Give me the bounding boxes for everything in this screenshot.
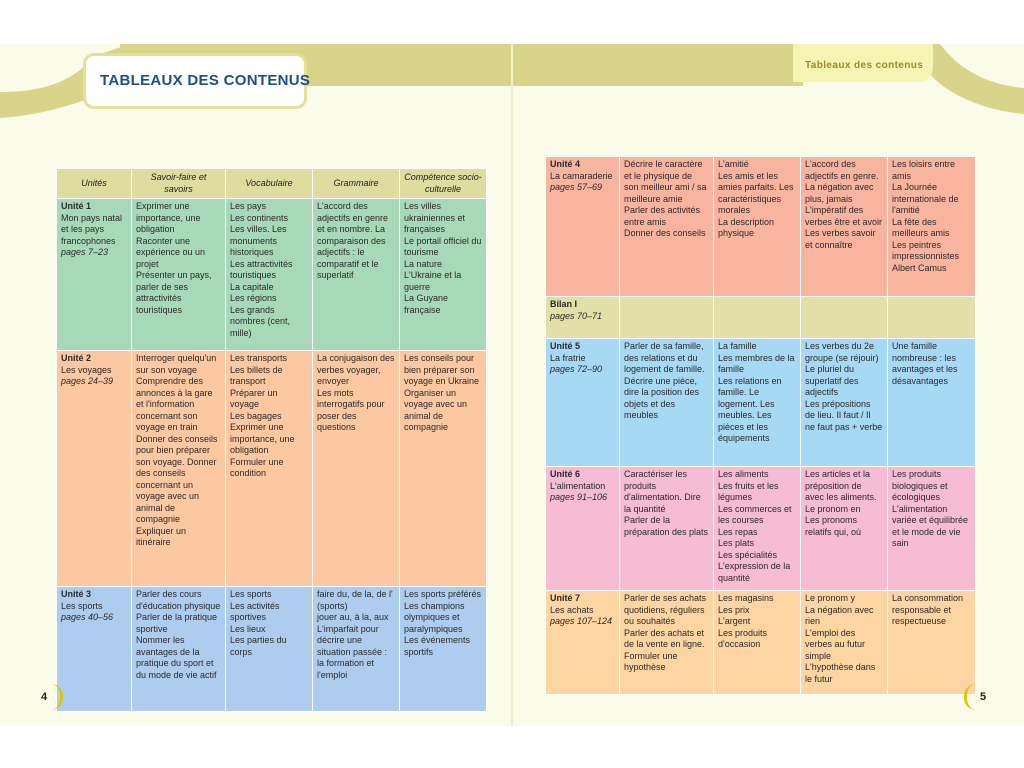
table-row [546,157,976,297]
vocabulaire-cell [714,467,801,591]
vocabulaire-cell [714,297,801,339]
unit-number: Bilan I [550,299,578,309]
unit-cell [546,591,620,695]
vocabulaire-item: Les aliments [718,469,769,479]
unit-cell [57,587,132,712]
grammaire-cell [801,591,888,695]
vocabulaire-cell [714,591,801,695]
unit-pages: pages 7–23 [61,247,109,258]
book-spread [0,44,1024,726]
savoir-faire-item: Exprimer une importance, une obligation [136,201,201,235]
competence-item: Les conseils pour bien préparer son voyage en Ukraine [404,353,480,387]
grammaire-item: L'imparfait pour décrire une situation passée : la formation et l'emploi [317,623,388,680]
grammaire-item: L'impératif des verbes être et avoir [805,205,883,227]
competence-cell [888,591,976,695]
header-grammaire: Grammaire [313,169,400,199]
vocabulaire-cell [714,157,801,297]
table-row [546,339,976,467]
savoir-faire-item: Décrire le caractère et le physique de son meilleur ami / sa meilleure amie [624,159,707,204]
unit-number: Unité 5 [550,341,581,351]
unit-number: Unité 3 [61,589,92,599]
savoir-faire-item: Donner des conseils [624,228,706,239]
vocabulaire-item: Les relations en famille. Le logement. Les meubles. Les pièces et les équipements [718,375,782,444]
vocabulaire-item: Les villes. Les monuments historiques [230,224,287,258]
grammaire-cell [313,351,400,587]
competence-item: Les sports préférés [404,589,482,599]
vocabulaire-item: La description physique [718,216,775,239]
savoir-faire-item: Interroger quelqu'un sur son voyage [136,353,217,375]
savoir-faire-item: Parler de sa famille, des relations et du logement de famille. Décrire une pièce, dire la position des objets et des meubles [624,341,705,421]
savoir-faire-item: Parler de la préparation des plats [624,515,709,537]
unit-number: Unité 6 [550,469,581,479]
competence-item: Le portail officiel du tourisme [404,235,482,258]
vocabulaire-item: Les produits d'occasion [718,627,768,650]
competence-item: La consommation responsable et respectueuse [892,593,964,627]
competence-item: Les villes ukrainiennes et françaises [404,201,466,235]
vocabulaire-item: Les prix [718,604,750,615]
competence-item: La Guyane française [404,293,449,315]
unit-number: Unité 4 [550,159,581,169]
competence-item: Les champions olympiques et paralympiques [404,600,465,634]
savoir-faire-item: Comprendre des annonces à la gare et l'information concernant son voyage en train [136,376,213,433]
table-row [546,467,976,591]
unit-number: Unité 7 [550,593,581,603]
grammaire-cell [801,297,888,339]
vocabulaire-item: Formuler une condition [230,456,284,479]
savoir-faire-item: Présenter un pays, parler de ses attractivités touristiques [136,270,212,315]
competence-item: Les événements sportifs [404,635,471,657]
competence-item: L'alimentation variée et équilibrée et le mode de vie sain [892,503,969,549]
grammaire-item: Le pronom y [805,593,856,603]
right-header-band [513,44,803,86]
vocabulaire-cell [226,199,313,351]
vocabulaire-item: La capitale [230,281,274,292]
grammaire-item: La conjugaison des verbes voyager, envoyer [317,353,395,387]
grammaire-cell [313,199,400,351]
vocabulaire-item: Les parties du corps [230,635,287,657]
competence-item: Albert Camus [892,262,947,273]
vocabulaire-item: Les amis et les amies parfaits. Les caractéristiques morales [718,170,794,216]
savoir-faire-item: Donner des conseils pour bien préparer son voyage. Donner des conseils concernant un voyage avec un animal de compagnie [136,433,218,525]
vocabulaire-cell [226,587,313,712]
vocabulaire-item: Les billets de transport [230,364,283,387]
grammaire-item: L'emploi des verbes au futur simple [805,627,866,661]
competence-item: L'Ukraine et la guerre [404,270,462,292]
savoir-faire-cell [132,351,226,587]
unit-title: L'alimentation [550,480,606,491]
competence-cell [400,199,487,351]
savoir-faire-cell [132,587,226,712]
competence-cell [888,339,976,467]
vocabulaire-item: Les plats [718,538,755,549]
unit-cell [57,199,132,351]
grammaire-item: La négation avec rien [805,604,874,627]
grammaire-item: L'accord des adjectifs en genre et en nombre. La comparaison des adjectifs : le comparatif et le superlatif [317,201,389,281]
unit-pages: pages 107–124 [550,616,613,627]
vocabulaire-item: Les activités sportives [230,600,280,623]
savoir-faire-item: Parler des cours d'éducation physique [136,589,221,611]
unit-title: Les voyages [61,364,112,375]
savoir-faire-item: Nommer les avantages de la pratique du sport et du mode de vie actif [136,635,217,680]
savoir-faire-item: Parler de ses achats quotidiens, réguliers ou souhaités [624,593,707,627]
grammaire-item: L'accord des adjectifs en genre. La négation avec plus, jamais [805,159,879,204]
savoir-faire-item: Parler des achats et de la vente en ligne. Formuler une hypothèse [624,627,705,673]
vocabulaire-item: La famille [718,341,757,351]
savoir-faire-cell [620,591,714,695]
unit-number: Unité 1 [61,201,92,211]
header-competence: Compétence socio-culturelle [400,169,487,199]
savoir-faire-item: Parler de la pratique sportive [136,612,218,634]
vocabulaire-item: Les continents [230,212,289,223]
vocabulaire-item: Les bagages [230,410,282,421]
unit-title: et les pays francophones [61,224,116,246]
savoir-faire-cell [620,157,714,297]
header-unites: Unités [57,169,132,199]
competence-cell [400,351,487,587]
vocabulaire-item: Les pays [230,201,267,211]
unit-pages: pages 57–69 [550,182,603,193]
competence-item: La nature [404,258,443,269]
savoir-faire-cell [620,297,714,339]
vocabulaire-item: L'argent [718,616,751,627]
page-number-left: 4 [28,684,63,710]
contents-table-right [545,156,976,695]
grammaire-item: Les pronoms relatifs qui, où [805,515,862,537]
running-header: Tableaux des contenus [805,60,924,71]
unit-number: Unité 2 [61,353,92,363]
competence-cell [400,587,487,712]
competence-item: Les loisirs entre amis [892,159,956,181]
grammaire-item: jouer au, à la, aux [317,612,389,623]
unit-cell [546,297,620,339]
savoir-faire-item: Raconter une expérience ou un projet [136,235,206,269]
grammaire-item: L'hypothèse dans le futur [805,662,876,684]
competence-cell [888,157,976,297]
grammaire-item: Le pluriel du superlatif des adjectifs [805,364,859,398]
vocabulaire-item: Les membres de la famille [718,352,795,375]
competence-item: La Journée internationale de l'amitié [892,182,959,216]
unit-title: Les achats [550,604,594,615]
unit-cell [546,467,620,591]
page-number-right: 5 [964,684,999,710]
savoir-faire-cell [620,467,714,591]
grammaire-item: Les prépositions de lieu. Il faut / Il ne faut pas + verbe [805,398,883,432]
grammaire-item: Les verbes savoir et connaître [805,228,876,250]
vocabulaire-item: Les magasins [718,593,774,603]
header-vocabulaire: Vocabulaire [226,169,313,199]
grammaire-item: Le pronom en [805,503,861,514]
table-header-row [57,169,487,199]
grammaire-item: Les articles et la préposition de avec les aliments. [805,469,877,503]
vocabulaire-item: Exprimer une importance, une obligation [230,422,295,456]
savoir-faire-cell [620,339,714,467]
grammaire-item: Les mots interrogatifs pour poser des questions [317,387,385,433]
grammaire-cell [801,467,888,591]
competence-item: Organiser un voyage avec un animal de compagnie [404,387,468,433]
vocabulaire-item: Les commerces et les courses [718,503,792,526]
grammaire-cell [313,587,400,712]
unit-title: Les sports [61,600,103,611]
header-savoir-faire: Savoir-faire et savoirs [132,169,226,199]
unit-title: Mon pays natal [61,212,123,223]
unit-pages: pages 72–90 [550,364,603,375]
unit-pages: pages 70–71 [550,310,603,321]
vocabulaire-item: L'expression de la quantité [718,561,791,583]
table-row [546,591,976,695]
unit-pages: pages 40–56 [61,612,114,623]
grammaire-item: Les verbes du 2e groupe (se réjouir) [805,341,879,363]
savoir-faire-item: Expliquer un itinéraire [136,525,187,548]
competence-item: Une famille nombreuse : les avantages et les désavantages [892,341,958,386]
vocabulaire-cell [714,339,801,467]
vocabulaire-item: Les fruits et les légumes [718,480,779,503]
vocabulaire-item: Les lieux [230,623,266,634]
grammaire-item: faire du, de la, de l' (sports) [317,589,393,611]
unit-pages: pages 24–39 [61,376,114,387]
competence-item: La fête des meilleurs amis [892,216,950,239]
competence-cell [888,467,976,591]
vocabulaire-item: Les sports [230,589,272,599]
unit-title: La camaraderie [550,170,613,181]
table-row [57,351,487,587]
vocabulaire-item: L'amitié [718,159,749,169]
unit-cell [546,339,620,467]
table-row [546,297,976,339]
unit-pages: pages 91–106 [550,492,608,503]
competence-item: Les peintres impressionnistes [892,239,960,262]
unit-cell [546,157,620,297]
grammaire-cell [801,339,888,467]
page-gutter [511,44,513,726]
grammaire-cell [801,157,888,297]
competence-item: Les produits biologiques et écologiques [892,469,948,503]
unit-cell [57,351,132,587]
vocabulaire-cell [226,351,313,587]
savoir-faire-cell [132,199,226,351]
vocabulaire-item: Préparer un voyage [230,387,278,410]
page-title: TABLEAUX DES CONTENUS [100,72,311,89]
contents-table-left [56,168,487,712]
vocabulaire-item: Les transports [230,353,288,363]
table-row [57,199,487,351]
competence-cell [888,297,976,339]
vocabulaire-item: Les attractivités touristiques [230,258,293,281]
savoir-faire-item: Parler des activités entre amis [624,205,701,227]
savoir-faire-item: Caractériser les produits d'alimentation. Dire la quantité [624,469,701,514]
vocabulaire-item: Les régions [230,293,277,304]
vocabulaire-item: Les repas [718,526,758,537]
unit-title: La fratrie [550,352,586,363]
table-row [57,587,487,712]
vocabulaire-item: Les spécialités [718,549,778,560]
vocabulaire-item: Les grands nombres (cent, mille) [230,304,291,338]
